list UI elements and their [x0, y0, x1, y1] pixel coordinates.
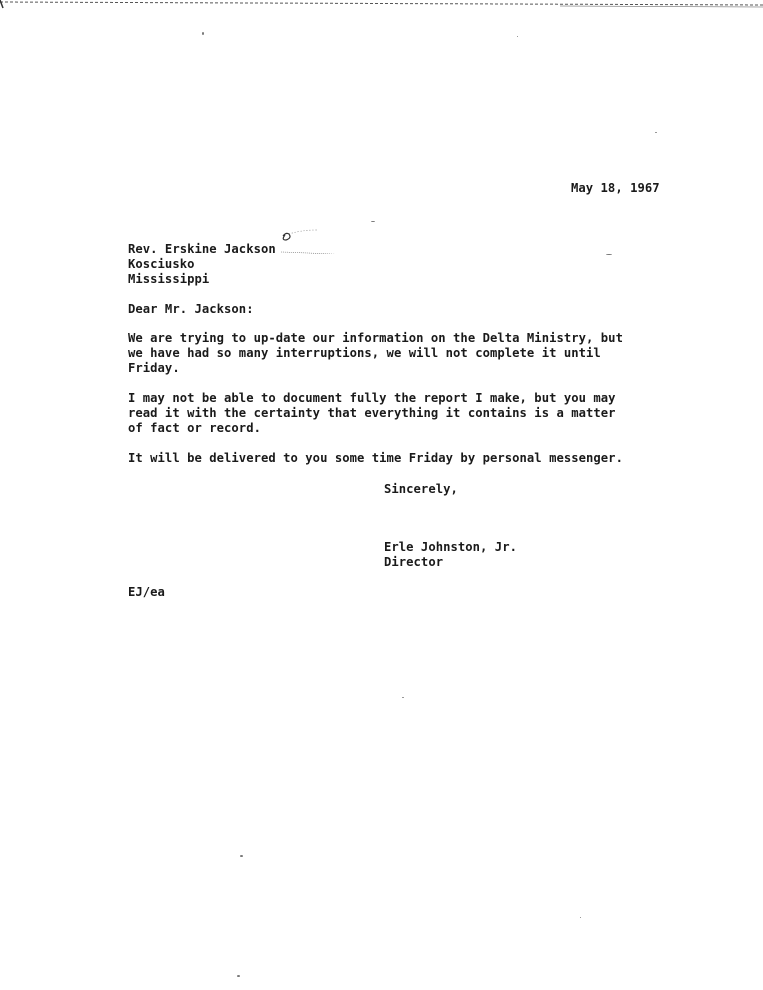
paragraph-line: we have had so many interruptions, we will not complete it until: [128, 346, 601, 360]
paragraph-line: read it with the certainty that everything it contains is a matter: [128, 406, 616, 420]
scan-speck: [202, 32, 204, 35]
scan-speck: [240, 855, 243, 857]
scan-speck: [402, 697, 404, 698]
paragraph-line: I may not be able to document fully the report I make, but you may: [128, 391, 616, 405]
recipient-city: Kosciusko: [128, 257, 195, 271]
reference-initials: EJ/ea: [128, 585, 165, 599]
recipient-name: Rev. Erskine Jackson: [128, 242, 276, 256]
scan-speck: [655, 132, 657, 133]
pencil-mark: [275, 224, 335, 254]
salutation: Dear Mr. Jackson:: [128, 302, 254, 316]
paragraph-line: Friday.: [128, 361, 180, 375]
closing: Sincerely,: [384, 482, 458, 496]
scan-speck: [371, 221, 375, 222]
scan-speck: [517, 36, 518, 37]
letter-date: May 18, 1967: [571, 181, 660, 195]
paragraph-line: It will be delivered to you some time Friday by personal messenger.: [128, 451, 623, 465]
signer-title: Director: [384, 555, 444, 569]
scan-top-edge: [0, 0, 763, 10]
scan-speck: [580, 917, 581, 918]
scan-speck: [606, 254, 612, 255]
paragraph-line: We are trying to up-date our information on the Delta Ministry, but: [128, 331, 623, 345]
signer-name: Erle Johnston, Jr.: [384, 540, 517, 554]
recipient-state: Mississippi: [128, 272, 210, 286]
paragraph-line: of fact or record.: [128, 421, 261, 435]
scan-speck: [237, 975, 240, 977]
